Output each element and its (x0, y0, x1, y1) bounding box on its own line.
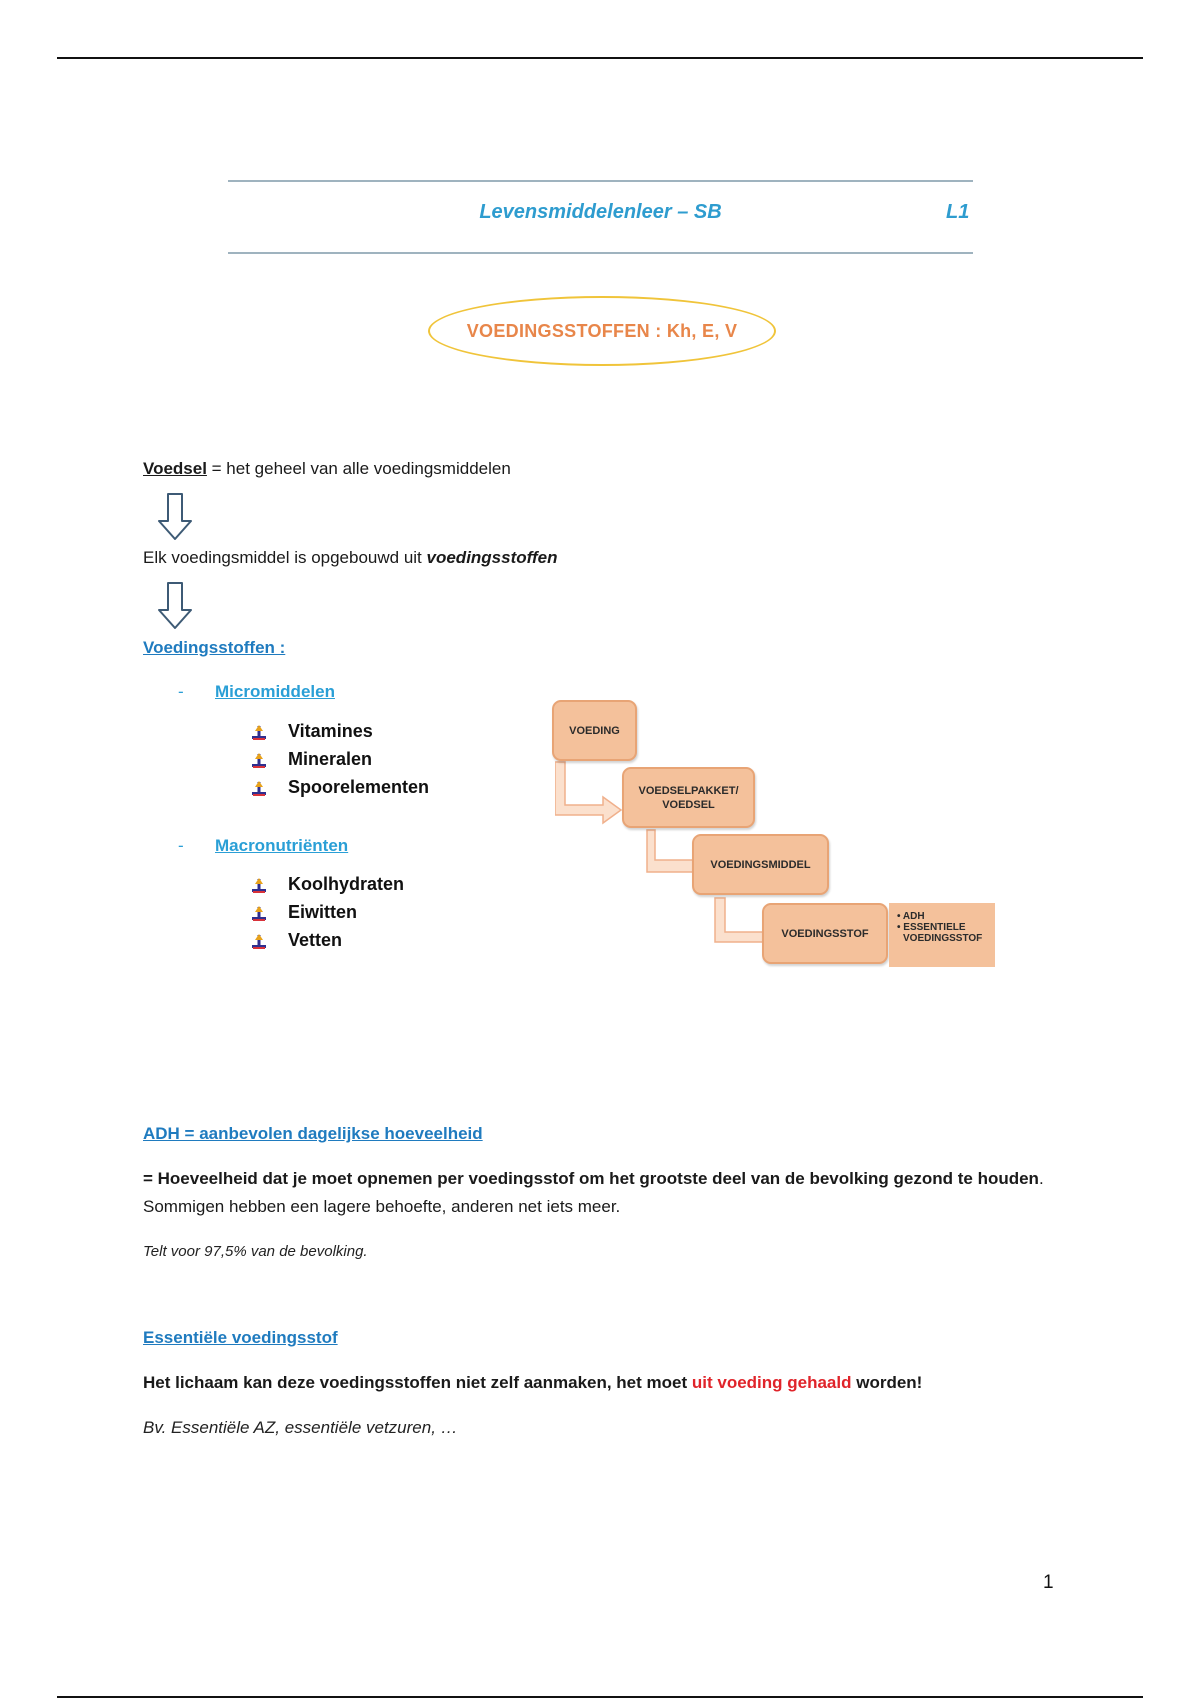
voedsel-definition-text: = het geheel van alle voedingsmiddelen (206, 459, 511, 478)
arrow-bullet-icon (250, 933, 268, 951)
arrow-bullet-icon (250, 752, 268, 770)
voedsel-definition (143, 458, 511, 480)
document-title: Levensmiddelenleer – SB (479, 201, 722, 223)
opbouw-text: Elk voedingsmiddel is opgebouwd uit (143, 548, 427, 567)
diagram-side-note (889, 903, 995, 967)
page-top-rule (57, 57, 1143, 59)
essentieel-sentence (143, 1372, 922, 1394)
adh-note: Telt voor 97,5% van de bevolking. (143, 1243, 368, 1260)
list-item: Koolhydraten (288, 874, 405, 894)
list-item: Eiwitten (288, 902, 358, 922)
list-dash: - (178, 682, 184, 701)
diagram-step-voedingsstof: VOEDINGSSTOF (762, 903, 888, 964)
essentieel-text-end: worden! (851, 1373, 923, 1392)
down-arrow-icon (157, 493, 193, 541)
adh-rest-text: . Sommigen hebben een lagere behoefte, anderen net iets meer. (143, 1169, 1044, 1216)
diagram-step-voeding: VOEDING (552, 700, 637, 761)
list-item: Spoorelementen (288, 777, 430, 797)
arrow-bullet-icon (250, 724, 268, 742)
topic-banner (428, 296, 776, 366)
diagram-step-voedselpakket: VOEDSELPAKKET/ VOEDSEL (622, 767, 755, 828)
adh-paragraph (143, 1165, 1063, 1221)
header-top-line (228, 180, 973, 182)
essentieel-text-red: uit voeding gehaald (691, 1373, 852, 1392)
group-heading-macronutrienten: Macronutriënten (215, 836, 349, 855)
topic-banner-text: VOEDINGSSTOFFEN : Kh, E, V (466, 320, 738, 341)
essentieel-text-start: Het lichaam kan deze voedingsstoffen niet zelf aanmaken, het moet (143, 1373, 692, 1392)
essentieel-heading: Essentiële voedingsstof (143, 1328, 338, 1347)
list-item: Mineralen (288, 749, 373, 769)
arrow-bullet-icon (250, 780, 268, 798)
list-item: Vetten (288, 930, 343, 950)
list-dash: - (178, 836, 184, 855)
lesson-code: L1 (946, 201, 970, 223)
group-heading-micromiddelen: Micromiddelen (215, 682, 335, 701)
voedingsstoffen-heading: Voedingsstoffen : (143, 638, 286, 657)
arrow-bullet-icon (250, 877, 268, 895)
down-arrow-icon (157, 582, 193, 630)
page-number: 1 (1043, 1572, 1054, 1593)
arrow-bullet-icon (250, 905, 268, 923)
diagram-step-voedingsmiddel: VOEDINGSMIDDEL (692, 834, 829, 895)
side-note-line: VOEDINGSSTOF (903, 933, 983, 944)
adh-bold-text: = Hoeveelheid dat je moet opnemen per voedingsstof om het grootste deel van de bevolking gezond te houden (143, 1169, 1039, 1188)
header-bottom-line (228, 252, 973, 254)
page-bottom-rule (57, 1696, 1143, 1698)
list-item: Vitamines (288, 721, 373, 741)
side-note-line: • ESSENTIELE (897, 922, 966, 933)
side-note-line: • ADH (897, 911, 925, 922)
essentieel-example: Bv. Essentiële AZ, essentiële vetzuren, … (143, 1418, 458, 1437)
adh-heading: ADH = aanbevolen dagelijkse hoeveelheid (143, 1124, 483, 1143)
voedsel-term: Voedsel (143, 459, 207, 478)
opbouw-emphasis: voedingsstoffen (426, 548, 558, 567)
opbouw-sentence (143, 547, 558, 569)
